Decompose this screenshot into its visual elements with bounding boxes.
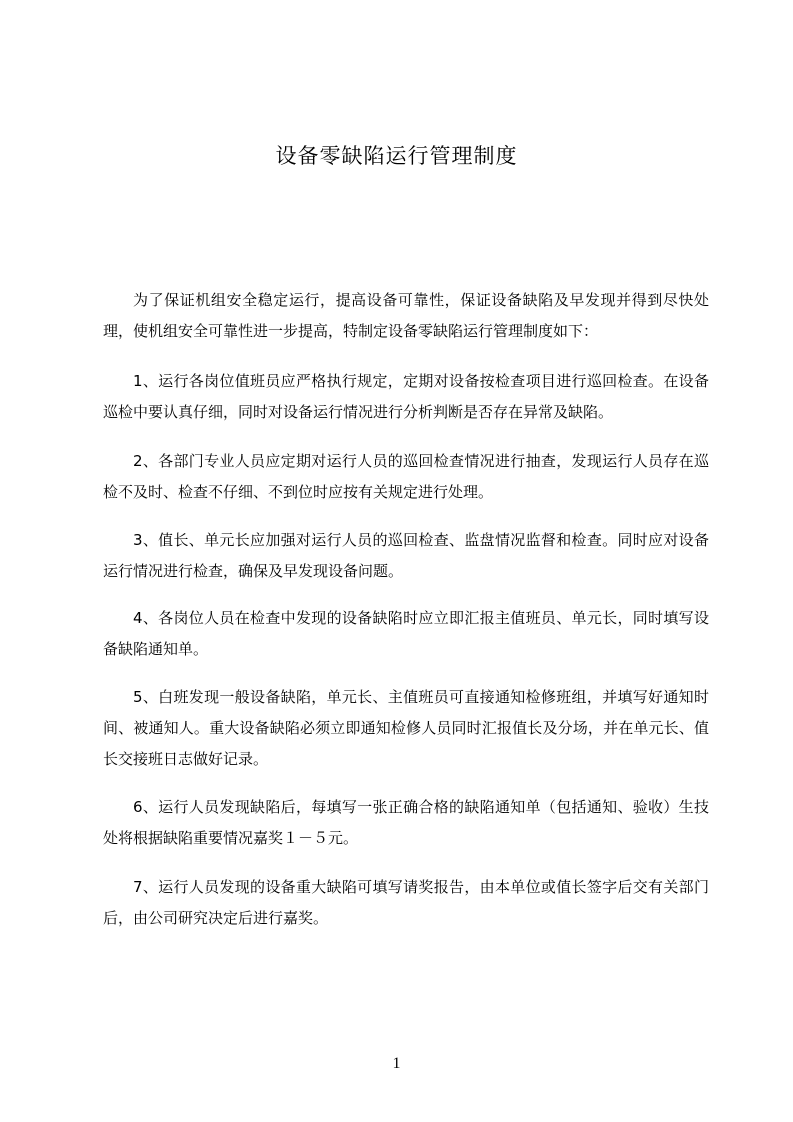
intro-paragraph: 为了保证机组安全稳定运行，提高设备可靠性，保证设备缺陷及早发现并得到尽快处理，使机组安全可靠性进一步提高，特制定设备零缺陷运行管理制度如下：	[103, 291, 709, 340]
clause-3: 3、值长、单元长应加强对运行人员的巡回检查、监盘情况监督和检查。同时应对设备运行情况进行检查，确保及早发现设备问题。	[103, 531, 709, 580]
clause-7: 7、运行人员发现的设备重大缺陷可填写请奖报告，由本单位或值长签字后交有关部门后，由公司研究决定后进行嘉奖。	[103, 878, 709, 927]
clause-5: 5、白班发现一般设备缺陷，单元长、主值班员可直接通知检修班组，并填写好通知时间、被通知人。重大设备缺陷必须立即通知检修人员同时汇报值长及分场，并在单元长、值长交接班日志做好记录。	[103, 688, 709, 768]
page-number: 1	[392, 1055, 401, 1072]
clause-4: 4、各岗位人员在检查中发现的设备缺陷时应立即汇报主值班员、单元长，同时填写设备缺陷通知单。	[103, 609, 709, 658]
clause-1: 1、运行各岗位值班员应严格执行规定，定期对设备按检查项目进行巡回检查。在设备巡检中要认真仔细，同时对设备运行情况进行分析判断是否存在异常及缺陷。	[103, 372, 709, 421]
document-title: 设备零缺陷运行管理制度	[275, 144, 518, 168]
clause-2: 2、各部门专业人员应定期对运行人员的巡回检查情况进行抽查，发现运行人员存在巡检不及时、检查不仔细、不到位时应按有关规定进行处理。	[103, 452, 709, 501]
clause-6: 6、运行人员发现缺陷后，每填写一张正确合格的缺陷通知单（包括通知、验收）生技处将根据缺陷重要情况嘉奖１－５元。	[103, 798, 709, 847]
